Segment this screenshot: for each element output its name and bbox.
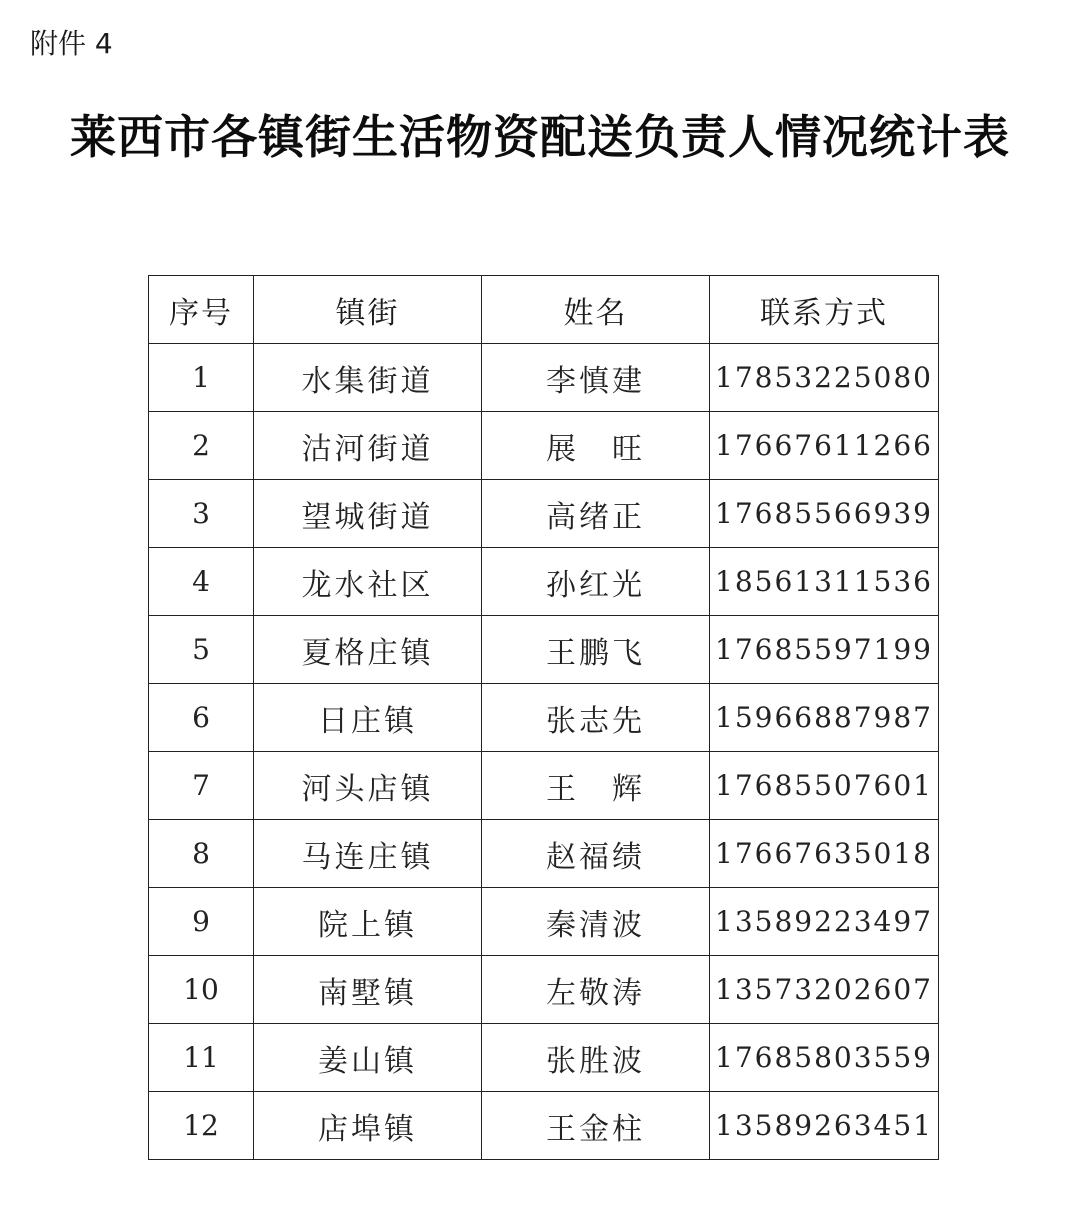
header-contact: 联系方式 <box>710 276 939 344</box>
table-row <box>149 1092 939 1160</box>
attachment-label: 附件 4 <box>30 27 113 60</box>
row-phone: 17685507601 <box>710 752 939 820</box>
row-index: 4 <box>149 548 254 616</box>
table-row <box>149 616 939 684</box>
row-index: 10 <box>149 956 254 1024</box>
table-row <box>149 480 939 548</box>
row-town: 龙水社区 <box>254 548 482 616</box>
row-phone: 13589263451 <box>710 1092 939 1160</box>
row-person: 左敬涛 <box>482 956 710 1024</box>
table-row <box>149 344 939 412</box>
row-town: 河头店镇 <box>254 752 482 820</box>
row-phone: 13573202607 <box>710 956 939 1024</box>
row-phone: 17667635018 <box>710 820 939 888</box>
row-phone: 17853225080 <box>710 344 939 412</box>
row-town: 院上镇 <box>254 888 482 956</box>
row-phone: 13589223497 <box>710 888 939 956</box>
row-person: 王金柱 <box>482 1092 710 1160</box>
header-index: 序号 <box>149 276 254 344</box>
document-title: 莱西市各镇街生活物资配送负责人情况统计表 <box>70 110 1010 164</box>
row-index: 1 <box>149 344 254 412</box>
row-phone: 15966887987 <box>710 684 939 752</box>
row-person: 张胜波 <box>482 1024 710 1092</box>
row-phone: 17685803559 <box>710 1024 939 1092</box>
row-person: 王鹏飞 <box>482 616 710 684</box>
row-town: 马连庄镇 <box>254 820 482 888</box>
row-phone: 17685566939 <box>710 480 939 548</box>
table-row <box>149 548 939 616</box>
row-person: 张志先 <box>482 684 710 752</box>
row-person: 高绪正 <box>482 480 710 548</box>
row-index: 5 <box>149 616 254 684</box>
row-index: 9 <box>149 888 254 956</box>
row-phone: 17685597199 <box>710 616 939 684</box>
contact-table <box>148 275 939 1160</box>
table-row <box>149 888 939 956</box>
row-town: 沽河街道 <box>254 412 482 480</box>
table-row <box>149 684 939 752</box>
header-town: 镇街 <box>254 276 482 344</box>
row-person: 王 辉 <box>482 752 710 820</box>
table-header-row <box>149 276 939 344</box>
row-index: 3 <box>149 480 254 548</box>
row-person: 秦清波 <box>482 888 710 956</box>
row-town: 夏格庄镇 <box>254 616 482 684</box>
row-index: 6 <box>149 684 254 752</box>
row-index: 2 <box>149 412 254 480</box>
row-town: 望城街道 <box>254 480 482 548</box>
row-town: 南墅镇 <box>254 956 482 1024</box>
row-index: 8 <box>149 820 254 888</box>
header-name: 姓名 <box>482 276 710 344</box>
row-index: 11 <box>149 1024 254 1092</box>
table-row <box>149 820 939 888</box>
row-person: 孙红光 <box>482 548 710 616</box>
row-town: 姜山镇 <box>254 1024 482 1092</box>
table-row <box>149 412 939 480</box>
table-row <box>149 956 939 1024</box>
row-person: 李慎建 <box>482 344 710 412</box>
table-row <box>149 1024 939 1092</box>
row-town: 店埠镇 <box>254 1092 482 1160</box>
row-town: 日庄镇 <box>254 684 482 752</box>
row-person: 展 旺 <box>482 412 710 480</box>
row-town: 水集街道 <box>254 344 482 412</box>
row-phone: 18561311536 <box>710 548 939 616</box>
row-index: 12 <box>149 1092 254 1160</box>
row-phone: 17667611266 <box>710 412 939 480</box>
row-person: 赵福绩 <box>482 820 710 888</box>
table-row <box>149 752 939 820</box>
row-index: 7 <box>149 752 254 820</box>
